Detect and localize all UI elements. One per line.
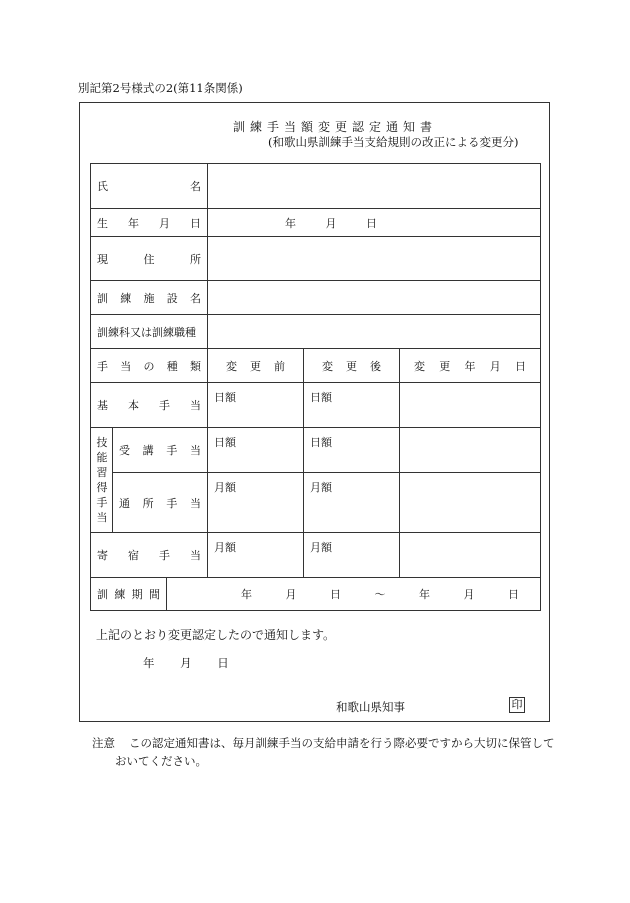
label-address: 現 住 所 [91,237,208,281]
label-course-text: 訓練科又は訓練職種 [97,325,196,339]
boarding-change-date[interactable] [400,533,541,578]
label-allowance-type: 手 当 の 種 類 [91,349,208,383]
note-label: 注意 [92,736,115,750]
daily-label: 日額 [214,436,237,449]
label-name [91,164,208,209]
monthly-label: 月額 [214,481,237,494]
commute-before[interactable] [208,473,304,533]
form-table [90,163,541,611]
lecture-after[interactable] [304,428,400,473]
monthly-label: 月額 [310,541,333,554]
field-facility[interactable] [208,281,541,315]
label-name-text: 氏 名 [97,180,202,193]
seal-mark: 印 [509,697,525,713]
skill-group-vertical-text: 技 能 習 得 手 当 [96,436,108,524]
daily-label: 日額 [310,391,333,404]
lecture-before[interactable] [208,428,304,473]
monthly-label: 月額 [214,541,237,554]
boarding-before[interactable] [208,533,304,578]
form-number-label: 別記第2号様式の2(第11条関係) [78,81,243,95]
note-block [92,734,562,770]
birth-date-placeholder: 年 月 日 [285,216,378,230]
field-period[interactable] [167,578,541,611]
label-skill-group [91,428,113,533]
commute-change-date[interactable] [400,473,541,533]
header-before: 変 更 前 [208,349,304,383]
label-commute: 通 所 手 当 [113,473,208,533]
issue-date-placeholder: 年 月 日 [143,656,229,670]
header-change-date: 変 更 年 月 日 [400,349,541,383]
note-text: この認定通知書は、毎月訓練手当の支給申請を行う際必要ですから大切に保管して [129,736,555,750]
label-basic: 基 本 手 当 [91,383,208,428]
daily-label: 日額 [310,436,333,449]
label-facility: 訓 練 施 設 名 [91,281,208,315]
field-birth[interactable] [208,209,541,237]
lecture-change-date[interactable] [400,428,541,473]
notice-text: 上記のとおり変更認定したので通知します。 [96,628,336,642]
document-title: 訓練手当額変更認定通知書 [232,120,437,134]
field-course[interactable] [208,315,541,349]
document-subtitle: (和歌山県訓練手当支給規則の改正による変更分) [268,135,519,149]
basic-before[interactable] [208,383,304,428]
daily-label: 日額 [214,391,237,404]
basic-change-date[interactable] [400,383,541,428]
label-period: 訓 練 期 間 [91,578,167,611]
label-birth: 生 年 月 日 [91,209,208,237]
period-placeholder: 年 月 日 ～ 年 月 日 [241,588,519,601]
basic-after[interactable] [304,383,400,428]
field-name[interactable] [208,164,541,209]
commute-after[interactable] [304,473,400,533]
boarding-after[interactable] [304,533,400,578]
field-address[interactable] [208,237,541,281]
signer-title: 和歌山県知事 [336,700,405,714]
label-boarding: 寄 宿 手 当 [91,533,208,578]
header-after: 変 更 後 [304,349,400,383]
monthly-label: 月額 [310,481,333,494]
label-course [91,315,208,349]
note-text-continued: おいてください。 [115,754,207,768]
label-lecture: 受 講 手 当 [113,428,208,473]
